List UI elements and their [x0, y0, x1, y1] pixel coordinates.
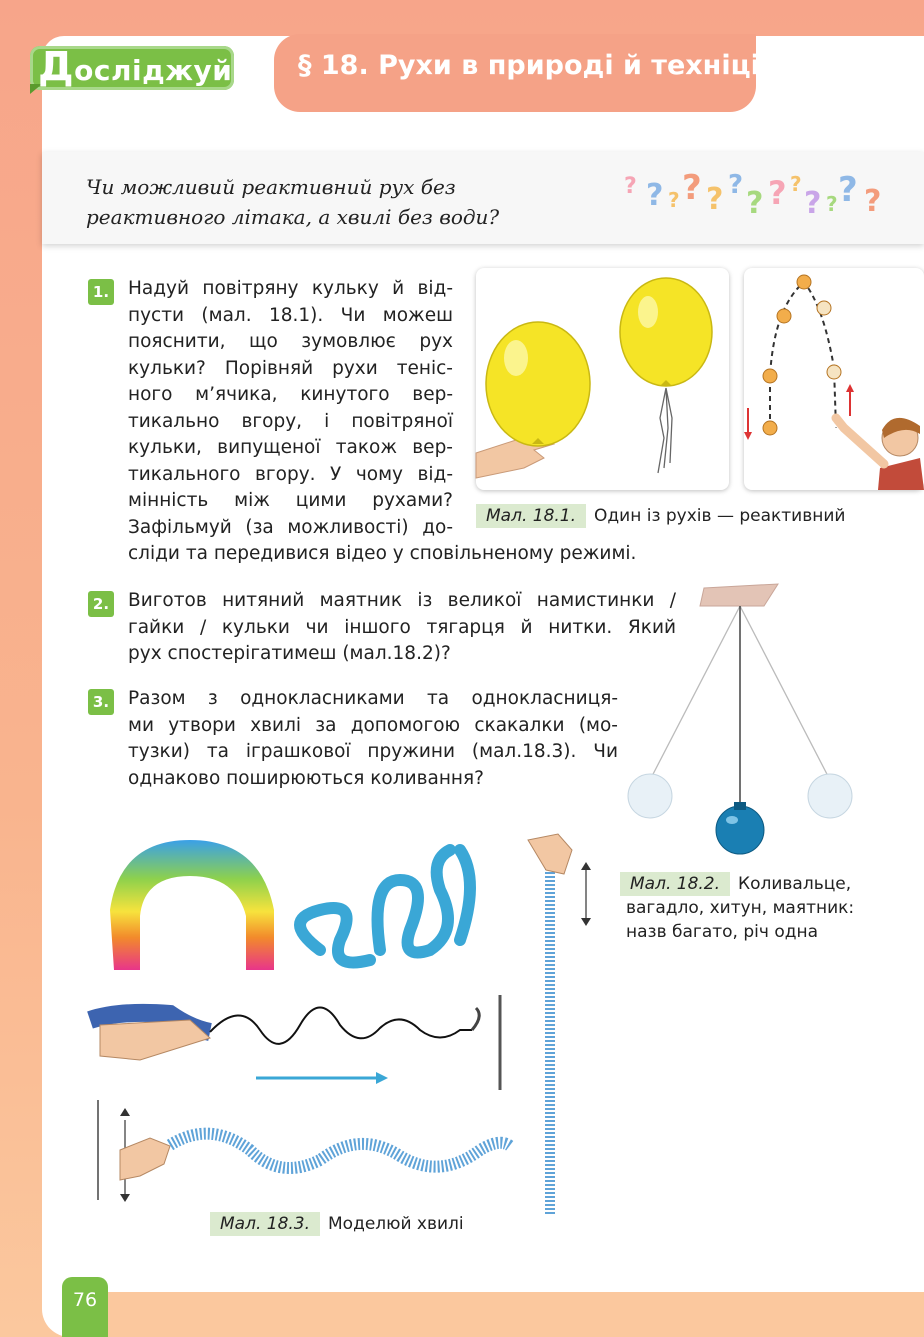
task-number-1: 1. [88, 279, 114, 305]
task-1-line: Зафільмуй (за можливості) до- [128, 516, 453, 538]
bottom-band [108, 1292, 924, 1337]
task-2-line: Виготов нитяний маятник із великої намистинки / [128, 590, 676, 611]
fig-18-3-number: Мал. 18.3. [210, 1212, 320, 1236]
qmark-icon: ? [790, 172, 802, 196]
task-3-text [128, 686, 618, 792]
task-2-line: гайки / кульки чи іншого тягарця й нитки. Який [128, 616, 676, 638]
pendulum-illustration [620, 580, 860, 860]
waves-illustration [80, 820, 600, 1220]
task-number-3: 3. [88, 689, 114, 715]
task-1-line: тикального вгору. У чому від- [128, 463, 453, 485]
qmark-icon: ? [826, 192, 838, 216]
qmark-icon: ? [646, 178, 664, 213]
fig-18-2-number: Мал. 18.2. [620, 872, 730, 896]
question-line-1: Чи можливий реактивний рух без [86, 175, 456, 199]
task-2-line: рух спостерігатимеш (мал.18.2)? [128, 643, 451, 664]
fig-18-3-caption [210, 1214, 464, 1234]
fig-18-3-text: Моделюй хвилі [328, 1214, 464, 1234]
fig-18-1-caption [476, 506, 845, 526]
qmark-icon: ? [706, 182, 724, 217]
qmark-icon: ? [668, 188, 680, 212]
task-3-line: Разом з однокласниками та однокласниця- [128, 688, 618, 709]
qmark-icon: ? [768, 174, 787, 212]
qmark-icon: ? [728, 170, 744, 200]
qmark-icon: ? [624, 174, 637, 199]
task-2-text [128, 588, 676, 668]
task-number-2: 2. [88, 591, 114, 617]
rainbow-slinky [110, 840, 274, 970]
task-3-line: тузки) та іграшкової пружини (мал.18.3). Чи [128, 741, 618, 762]
fig-18-1-number: Мал. 18.1. [476, 504, 586, 528]
question-line-2: реактивного літака, а хвилі без води? [86, 205, 500, 229]
fig-18-1-text: Один із рухів — реактивний [594, 506, 846, 526]
task-1-line: ного м’ячика, кинутого вер- [128, 384, 453, 405]
qmark-icon: ? [682, 168, 702, 208]
badge-rest: осліджуй [74, 54, 233, 87]
qmark-icon: ? [864, 184, 882, 219]
ball-toss-illustration [744, 268, 924, 490]
task-1-line: мінність між цими рухами? [128, 490, 453, 511]
balloons-illustration [476, 268, 729, 490]
task-1-line: кульки? Порівняй рухи теніс- [128, 357, 453, 379]
task-1-text [128, 276, 453, 541]
page-number: 76 [62, 1277, 108, 1337]
task-1-line: кульки, випущеної також вер- [128, 437, 453, 458]
task-1-last-line: сліди та передивися відео у сповільненому режимі. [128, 543, 637, 564]
section-badge-label [38, 44, 232, 90]
fig-18-2-line: вагадло, хитун, маятник: [626, 898, 855, 918]
task-1-line: пояснити, що зумовлює рух [128, 331, 453, 352]
task-1-line: тикально вгору, і повітряної [128, 410, 453, 432]
qmark-icon: ? [746, 186, 764, 221]
badge-first-letter: Д [38, 44, 75, 90]
question-text [86, 172, 606, 232]
task-1-line: Надуй повітряну кульку й від- [128, 278, 453, 299]
fig-18-2-line: назв багато, річ одна [626, 922, 819, 942]
task-3-line: ми утвори хвилі за допомогою скакалки (мо- [128, 714, 618, 736]
qmark-icon: ? [838, 170, 858, 210]
question-marks-decoration [624, 168, 894, 228]
qmark-icon: ? [804, 186, 822, 221]
task-3-line: однаково поширюються коливання? [128, 767, 484, 789]
task-1-line: пусти (мал. 18.1). Чи можеш [128, 304, 453, 326]
fig-18-2-caption [620, 872, 854, 944]
fig-18-2-line: Коливальце, [738, 874, 852, 894]
page-title: § 18. Рухи в природі й техніці [298, 50, 760, 81]
